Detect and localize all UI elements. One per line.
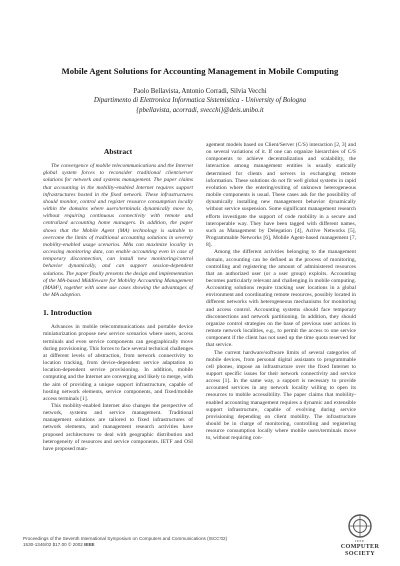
computer-society-logo-text xyxy=(326,538,394,557)
intro-paragraph: This mobility-enabled Internet also changes the perspective of network, systems and service management. Traditional management solutions are tailored to fixed infrastructures of network elements, and management research activities have proposed architectures to deal with geographic distribution and heterogeneity of resources and service components. IETF and OSI have proposed man- xyxy=(43,403,193,452)
logo-tagline: IEEE xyxy=(354,539,366,543)
author-block xyxy=(0,87,400,115)
body-paragraph: Among the different activities belonging to the management domain, accounting can be defined as the process of monitoring, controlling and registering the amount of administered resources that an authorized user (or a user group) exploits. Accounting becomes particularly relevant and challenging in mobile computing. Accounting solutions require tracking user locations in a global environment and coordinating remote resources, possibly located in different networks with heterogeneous mechanisms for monitoring and access control. Accounting systems should face temporary disconnections and network partitioning. In addition, they should organize control strategies on the base of previous user actions in remote network localities, e.g., to permit the access to one service component if the client has not used up the time quota reserved for that service. xyxy=(206,249,356,349)
left-column xyxy=(43,140,193,453)
paper-title: Mobile Agent Solutions for Accounting Management in Mobile Computing xyxy=(61,66,339,76)
footer-price-line xyxy=(23,542,227,548)
logo-line1: COMPUTER xyxy=(340,543,380,551)
proceedings-footer xyxy=(23,536,227,548)
footer-ieee: IEEE xyxy=(84,542,95,547)
introduction-heading: 1. Introduction xyxy=(43,308,92,318)
footer-price: 1530-1346/02 $17.00 © 2002 xyxy=(23,542,83,547)
abstract-heading: Abstract xyxy=(103,147,133,156)
body-paragraph: agement models based on Client/Server (C/S) interaction [2, 3] and on several variations of it. If one can organize hierarchies of C/S components to achieve decentralization and scalability, the interaction among management entities is usually statically determined for clients and servers in exchanging remote information. These solutions do not fit well global systems in rapid evolution where the entering/exiting of unknown heterogeneous mobile components is usual. These cases ask for the possibility of dynamically installing new management behavior dynamically without service suspension. Some significant management research efforts investigate the support of code mobility in a secure and interoperable way. They have been tagged with different names, such as Management by Delegation [4], Active Networks [5], Programmable Networks [6], Mobile Agent-based management [7, 8]. xyxy=(206,142,356,249)
author-affiliation: Dipartimento di Elettronica Informatica Sistemistica - University of Bologna xyxy=(93,97,307,105)
footer-proceedings-line: Proceedings of the Seventh International Symposium on Computers and Communications (ISCC'02) xyxy=(23,536,228,541)
right-column xyxy=(206,142,356,443)
abstract-text: The convergence of mobile telecommunications and the Internet global system forces to reconsider traditional client/server solutions for network and systems management. The paper claims that accounting in the mobility-enabled Internet requires support infrastructures hosted in the fixed network. These infrastructures should monitor, control and register resource consumption locally within the domains where users/terminals dynamically move to, without requiring continuous connectivity with remote and centralized accounting home managers. In addition, the paper shows that the Mobile Agent (MA) technology is suitable to overcome the limits of traditional accounting solutions in severely mobility-enabled usage scenarios. MAs can maximize locality in accessing monitoring data, can enable accounting even in case of temporary disconnection, can install new monitoring/control behavior dynamically, and can support session-dependent solutions. The paper finally presents the design and implementation of the MA-based Middleware for Mobility Accounting Management (MAM²), together with some use cases showing the advantages of the MA adoption. xyxy=(43,163,193,298)
logo-line2: SOCIETY xyxy=(345,549,375,557)
body-paragraph: The current hardware/software limits of several categories of mobile devices, from personal digital assistants to programmable cell phones, impose an infrastructure over the fixed Internet to support specific issues for their network connectivity and service access [1]. In the same way, a support is necessary to provide accounted services in any network locality willing to open its resources to mobile accessibility. The paper claims that mobility-enabled accounting management requires a dynamic and extensible support infrastructure, capable of evolving during service provisioning depending on client mobility. The infrastructure should be in charge of monitoring, controlling and registering resource consumption locally where mobile users/terminals move to, without requiring con- xyxy=(206,349,356,442)
intro-paragraph: Advances in mobile telecommunications and portable device miniaturization propose new service scenarios where users, access terminals and even service components can geographically move during provisioning. This forces to face several technical challenges at different levels of abstraction, from network connectivity to location tracking, from device-dependent service adaptation to location-dependent service provisioning. In addition, mobile computing and the Internet are converging and likely to merge, with the aim of providing a unique support infrastructure, capable of hosting network elements, service components, and fixed/mobile access terminals [1]. xyxy=(43,324,193,402)
author-emails: {pbellavista, acorradi, svecchi}@deis.unibo.it xyxy=(136,106,264,114)
author-names: Paolo Bellavista, Antonio Corradi, Silvia Vecchi xyxy=(133,88,267,95)
